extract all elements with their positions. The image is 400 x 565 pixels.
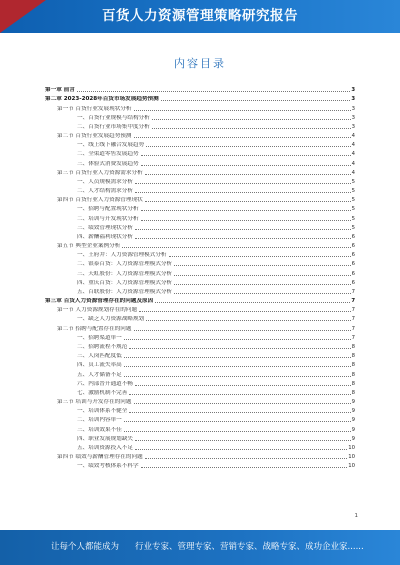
toc-entry-text: 第二章 2023-2028年百货市场发展趋势预测 <box>45 96 159 103</box>
toc-entry-page: 5 <box>351 188 355 195</box>
toc-entry-text: 一、百货行业规模与结构分析 <box>77 114 150 121</box>
toc-leader-dots <box>124 431 351 432</box>
toc-entry-page: 9 <box>351 408 355 415</box>
toc-entry-page: 10 <box>348 454 355 461</box>
toc-leader-dots <box>77 91 350 92</box>
toc-entry[interactable] <box>45 414 355 423</box>
toc-entry-page: 6 <box>351 270 355 277</box>
toc-entry-page: 3 <box>351 114 355 121</box>
toc-leader-dots <box>174 284 351 285</box>
toc-entry[interactable] <box>45 231 355 240</box>
header-bar <box>0 0 400 33</box>
toc-entry-text: 第四节 绩效与薪酬管理存在的问题 <box>57 454 143 461</box>
toc-entry-text: 五、百联股份：人力资源管理模式分析 <box>77 288 173 295</box>
toc-entry[interactable] <box>45 267 355 276</box>
toc-entry-text: 五、人才储备不足 <box>77 371 122 378</box>
toc-entry[interactable] <box>45 121 355 130</box>
toc-entry-page: 5 <box>351 206 355 213</box>
toc-entry-text: 四、重庆百货：人力资源管理模式分析 <box>77 279 173 286</box>
toc-entry[interactable] <box>45 277 355 286</box>
toc-entry-page: 9 <box>351 435 355 442</box>
toc-entry-page: 7 <box>351 307 355 314</box>
toc-entry-page: 5 <box>351 178 355 185</box>
toc-entry[interactable] <box>45 102 355 111</box>
toc-entry-text: 三、天虹股份：人力资源管理模式分析 <box>77 270 173 277</box>
toc-entry[interactable] <box>45 322 355 331</box>
toc-entry-page: 10 <box>348 463 355 470</box>
toc-entry[interactable] <box>45 185 355 194</box>
toc-entry[interactable] <box>45 93 355 102</box>
toc-entry-text: 二、招聘流程不规范 <box>77 343 128 350</box>
toc-entry-page: 9 <box>351 417 355 424</box>
toc-leader-dots <box>122 247 350 248</box>
toc-entry-page: 8 <box>351 389 355 396</box>
toc-entry-page: 4 <box>351 151 355 158</box>
toc-leader-dots <box>134 110 351 111</box>
toc-entry-text: 一、培训体系不健全 <box>77 408 128 415</box>
report-title: 百货人力资源管理策略研究报告 <box>102 8 298 24</box>
toc-entry-text: 二、全渠道零售发展趋势 <box>77 151 139 158</box>
toc-entry-text: 第一节 人力资源规划存在的问题 <box>57 307 138 314</box>
toc-entry[interactable] <box>45 240 355 249</box>
toc-entry-text: 第三节 百货行业人力资源需求分析 <box>57 169 143 176</box>
toc-entry-text: 一、缺乏人力资源战略规划 <box>77 316 145 323</box>
toc-entry[interactable] <box>45 433 355 442</box>
toc-entry-page: 8 <box>351 362 355 369</box>
toc-entry[interactable] <box>45 423 355 432</box>
toc-leader-dots <box>146 320 350 321</box>
toc-leader-dots <box>124 366 351 367</box>
toc-leader-dots <box>174 265 351 266</box>
toc-entry-text: 三、绩效管理现状分析 <box>77 224 133 231</box>
toc-entry-text: 三、体验式消费发展趋势 <box>77 160 139 167</box>
toc-leader-dots <box>141 467 348 468</box>
toc-entry-page: 5 <box>351 197 355 204</box>
toc-entry-text: 四、员工流失率高 <box>77 362 122 369</box>
toc-entry[interactable] <box>45 148 355 157</box>
toc-entry-text: 二、培训内容单一 <box>77 417 122 424</box>
toc-entry-text: 五、培训资源投入不足 <box>77 444 133 451</box>
toc-entry-page: 10 <box>348 444 355 451</box>
toc-leader-dots <box>129 348 350 349</box>
toc-entry-text: 四、薪酬福利现状分析 <box>77 233 133 240</box>
toc-entry-page: 9 <box>351 399 355 406</box>
toc-entry-page: 8 <box>351 353 355 360</box>
toc-entry-text: 第一节 百货行业发展现状分析 <box>57 105 132 112</box>
toc-leader-dots <box>134 403 351 404</box>
toc-leader-dots <box>145 458 348 459</box>
toc-entry-page: 6 <box>351 279 355 286</box>
toc-entry-text: 二、人才结构需求分析 <box>77 188 133 195</box>
toc-entry-text: 一、人员规模需求分析 <box>77 178 133 185</box>
toc-entry[interactable] <box>45 222 355 231</box>
toc-entry[interactable] <box>45 378 355 387</box>
toc-leader-dots <box>129 412 350 413</box>
toc-leader-dots <box>124 339 351 340</box>
toc-leader-dots <box>135 440 351 441</box>
toc-entry[interactable] <box>45 167 355 176</box>
toc-entry-text: 七、激励机制不完善 <box>77 389 128 396</box>
toc-leader-dots <box>141 210 351 211</box>
toc-entry[interactable] <box>45 332 355 341</box>
toc-entry-page: 6 <box>351 252 355 259</box>
toc-entry-text: 第二节 百货行业发展趋势预测 <box>57 133 132 140</box>
toc-entry[interactable] <box>45 84 355 93</box>
toc-entry-page: 8 <box>351 371 355 378</box>
toc-entry-text: 第四节 百货行业人力资源管理现状 <box>57 197 143 204</box>
toc-entry-text: 第一章 前言 <box>45 87 75 94</box>
toc-leader-dots <box>146 146 350 147</box>
toc-entry-page: 6 <box>351 243 355 250</box>
toc-entry-text: 三、人岗匹配度低 <box>77 353 122 360</box>
toc-entry-page: 5 <box>351 224 355 231</box>
toc-entry[interactable] <box>45 405 355 414</box>
toc-leader-dots <box>145 174 351 175</box>
toc-leader-dots <box>152 119 351 120</box>
toc-leader-dots <box>169 256 351 257</box>
toc-entry[interactable] <box>45 194 355 203</box>
toc-title: 内容目录 <box>174 57 226 70</box>
toc-leader-dots <box>174 275 351 276</box>
toc-entry[interactable] <box>45 112 355 121</box>
toc-entry[interactable] <box>45 387 355 396</box>
toc-leader-dots <box>134 137 351 138</box>
toc-leader-dots <box>141 155 351 156</box>
toc-leader-dots <box>135 238 351 239</box>
toc-leader-dots <box>161 100 351 101</box>
toc-entry-text: 第二节 招聘与配置存在的问题 <box>57 325 132 332</box>
toc-entry-text: 二、百货行业市场集中度分析 <box>77 123 150 130</box>
toc-entry[interactable] <box>45 451 355 460</box>
toc-entry[interactable] <box>45 304 355 313</box>
footer-tagline: 行业专家、管理专家、营销专家、战略专家、成功企业家...... <box>135 542 364 552</box>
toc-entry[interactable] <box>45 295 355 304</box>
toc-entry-page: 8 <box>351 380 355 387</box>
toc-entry-page: 9 <box>351 426 355 433</box>
toc-leader-dots <box>124 421 351 422</box>
toc-entry-text: 三、培训效果不佳 <box>77 426 122 433</box>
toc-entry-text: 二、银泰百货：人力资源管理模式分析 <box>77 261 173 268</box>
toc-leader-dots <box>134 330 351 331</box>
toc-entry-text: 一、王府井：人力资源管理模式分析 <box>77 252 167 259</box>
toc-entry[interactable] <box>45 286 355 295</box>
toc-entry[interactable] <box>45 157 355 166</box>
toc-entry-text: 第三章 百货人力资源管理存在的问题及原因 <box>45 298 154 305</box>
toc-leader-dots <box>129 394 350 395</box>
toc-entry[interactable] <box>45 341 355 350</box>
toc-entry-page: 4 <box>351 142 355 149</box>
toc-entry-text: 一、绩效考核体系不科学 <box>77 463 139 470</box>
toc-leader-dots <box>135 229 351 230</box>
toc-leader-dots <box>141 220 351 221</box>
toc-entry-page: 5 <box>351 215 355 222</box>
toc-entry[interactable] <box>45 139 355 148</box>
toc-entry-text: 第三节 培训与开发存在的问题 <box>57 399 132 406</box>
toc-entry[interactable] <box>45 368 355 377</box>
toc-entry-text: 一、招聘渠道单一 <box>77 334 122 341</box>
toc-entry[interactable] <box>45 460 355 469</box>
toc-leader-dots <box>135 449 347 450</box>
toc-entry-page: 3 <box>351 123 355 130</box>
toc-entry-text: 二、培训与开发现状分析 <box>77 215 139 222</box>
toc-entry[interactable] <box>45 359 355 368</box>
toc-entry-page: 3 <box>351 96 355 103</box>
toc-entry-page: 7 <box>351 298 355 305</box>
toc-entry[interactable] <box>45 212 355 221</box>
toc-entry[interactable] <box>45 203 355 212</box>
toc-entry[interactable] <box>45 396 355 405</box>
toc-entry-page: 4 <box>351 169 355 176</box>
toc-leader-dots <box>135 385 351 386</box>
toc-leader-dots <box>124 357 351 358</box>
toc-entry-text: 六、内部晋升通道不畅 <box>77 380 133 387</box>
footer-slogan: 让每个人都能成为 <box>51 542 120 552</box>
toc-entry[interactable] <box>45 350 355 359</box>
page-number: 1 <box>354 513 358 519</box>
footer-bar <box>0 530 400 565</box>
toc-entry-page: 8 <box>351 343 355 350</box>
toc-entry[interactable] <box>45 442 355 451</box>
toc-entry-text: 一、招聘与配置现状分析 <box>77 206 139 213</box>
toc-entry[interactable] <box>45 130 355 139</box>
toc-entry[interactable] <box>45 313 355 322</box>
toc-entry-page: 3 <box>351 87 355 94</box>
toc-leader-dots <box>135 183 351 184</box>
toc-entry-page: 7 <box>351 325 355 332</box>
toc-entry[interactable] <box>45 176 355 185</box>
toc-leader-dots <box>135 192 351 193</box>
toc-entry-page: 4 <box>351 133 355 140</box>
toc-entry-page: 7 <box>351 334 355 341</box>
toc-entry-text: 第五节 典型企业案例分析 <box>57 243 121 250</box>
toc-entry-page: 4 <box>351 160 355 167</box>
toc-leader-dots <box>124 376 351 377</box>
toc-entry[interactable] <box>45 258 355 267</box>
toc-entry-page: 3 <box>351 105 355 112</box>
toc-leader-dots <box>152 128 351 129</box>
toc-entry-page: 7 <box>351 288 355 295</box>
toc-entry-page: 6 <box>351 261 355 268</box>
toc-leader-dots <box>141 165 351 166</box>
toc-entry-page: 7 <box>351 316 355 323</box>
toc-entry-text: 一、线上线下融合发展趋势 <box>77 142 145 149</box>
toc-leader-dots <box>155 302 350 303</box>
toc-entry-text: 四、职业发展规划缺失 <box>77 435 133 442</box>
toc-leader-dots <box>139 311 351 312</box>
toc-entry[interactable] <box>45 249 355 258</box>
toc-leader-dots <box>145 201 351 202</box>
toc-entry-page: 6 <box>351 233 355 240</box>
toc-leader-dots <box>174 293 351 294</box>
table-of-contents <box>45 84 355 469</box>
